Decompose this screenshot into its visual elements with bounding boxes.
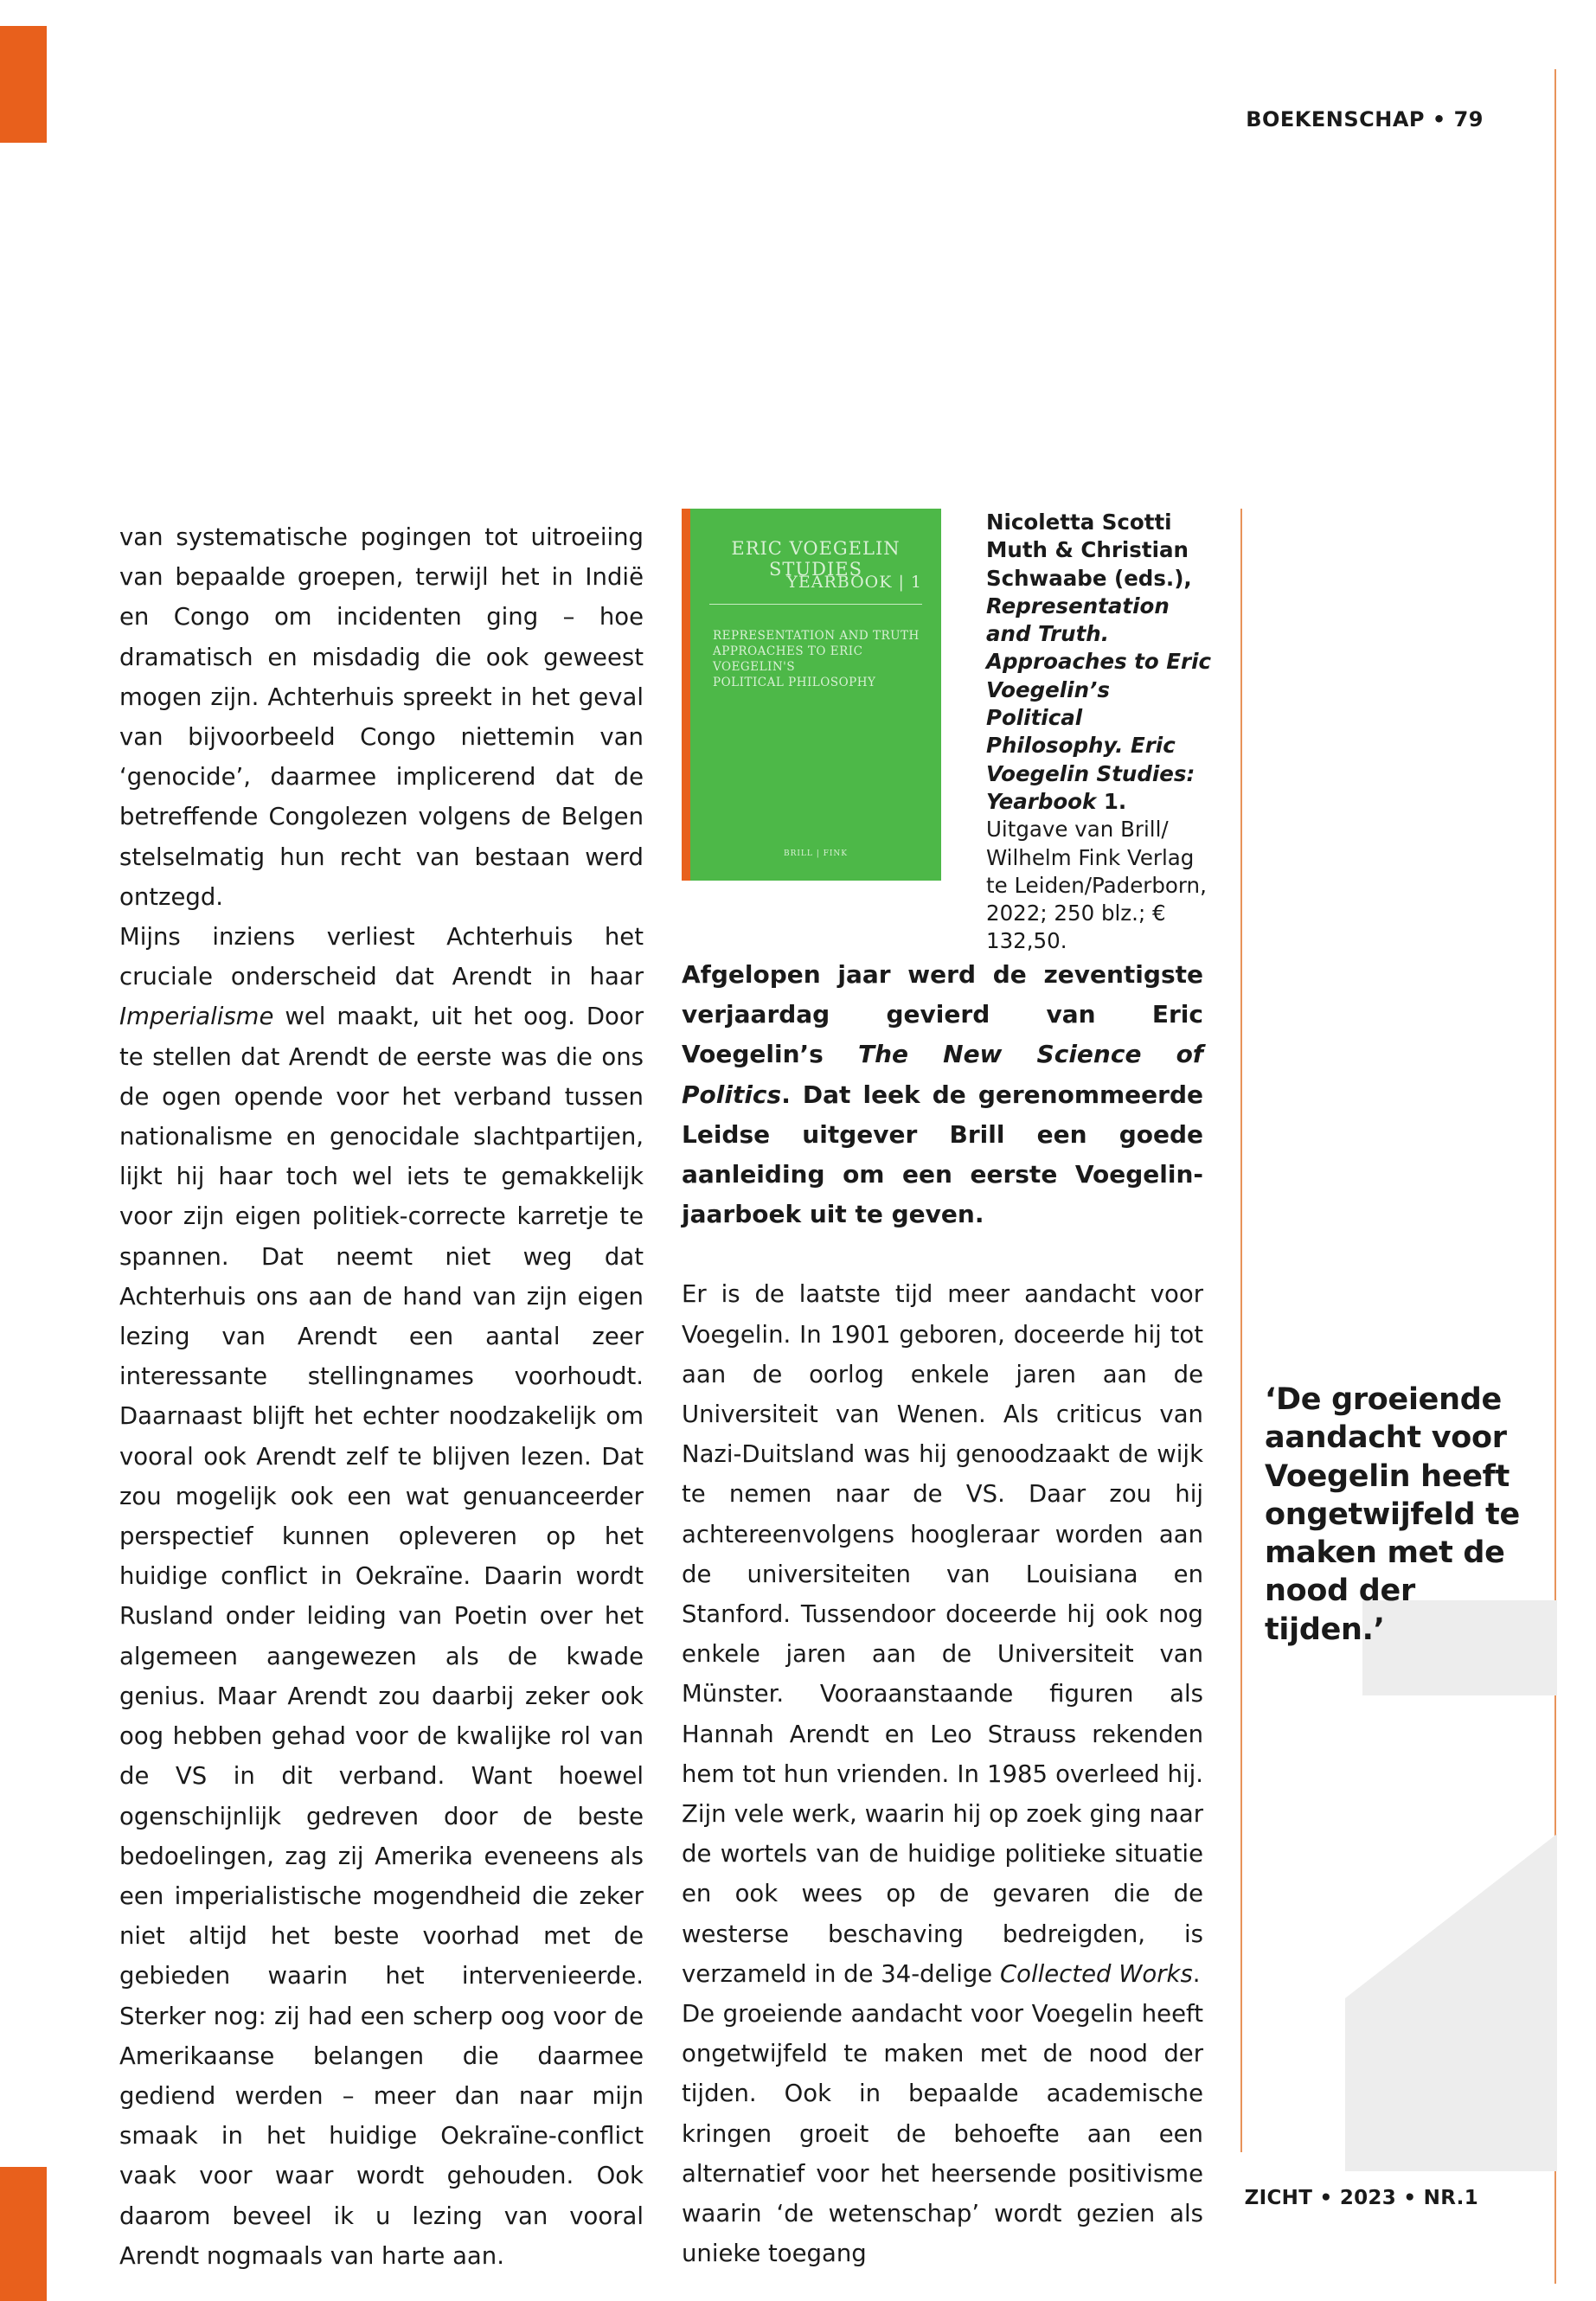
- column-rule: [1240, 509, 1242, 2152]
- section-title: BOEKENSCHAP: [1246, 107, 1426, 131]
- middle-column: [682, 955, 1203, 2274]
- cover-yearbook-label: YEARBOOK | 1: [786, 573, 922, 592]
- book-cover-image: [690, 509, 941, 881]
- left-paragraph-2-text-a: Mijns inziens verliest Achterhuis het cruciale onderscheid dat Arendt in haar: [119, 923, 644, 991]
- middle-paragraph-2: De groeiende aandacht voor Voegelin heeft ongetwijfeld te maken met de nood der tijden. Ook in bepaalde academische kringen groeit de behoefte aan een alternatief voor het heersende positivisme waarin ‘de wetenschap’ wordt gezien als unieke toegang: [682, 2000, 1203, 2268]
- page-header: [1246, 107, 1484, 131]
- book-caption: [986, 509, 1211, 956]
- header-separator: •: [1425, 107, 1454, 131]
- accent-bar-bottom: [0, 2167, 47, 2301]
- left-paragraph-1: van systematische pogingen tot uitroeiing van bepaalde groepen, terwijl het in Indië en Congo om incidenten ging – hoe dramatisch en misdadig die ook geweest mogen zijn. Achterhuis spreekt in het geval van bijvoorbeeld Congo niettemin van ‘genocide’, daarmee implicerend dat de betreffende Congolezen volgens de Belgen stelselmatig hun recht van bestaan werd ontzegd.: [119, 523, 644, 911]
- cover-series-title: ERIC VOEGELIN STUDIES: [731, 538, 901, 580]
- left-paragraph-2-book-title: Imperialisme: [119, 1003, 274, 1031]
- pull-quote: ‘De groeiende aandacht voor Voegelin heeft ongetwijfeld te maken met de nood der tijden.’: [1265, 1382, 1520, 1647]
- cover-book-title: [713, 628, 924, 690]
- lead-text-b: . Dat leek de gerenommeerde Leidse uitgever Brill een goede aanleiding om een eerste Voegelin-jaarboek uit te geven.: [682, 1080, 1203, 1229]
- caption-volume: 1.: [1096, 788, 1127, 814]
- cover-publisher: BRILL | FINK: [783, 849, 849, 858]
- issue-year: 2023: [1339, 2187, 1397, 2209]
- left-column: [119, 517, 644, 2276]
- caption-book-title: Representation and Truth. Approaches to Eric Voegelin’s Political Philosophy. Eric Voegelin Studies: Yearbook: [986, 593, 1211, 814]
- accent-bar-top: [0, 26, 47, 143]
- middle-paragraph-1-text-a: Er is de laatste tijd meer aandacht voor Voegelin. In 1901 geboren, doceerde hij tot aan de oorlog enkele jaren aan de Universiteit van Wenen. Als criticus van Nazi-Duitsland was hij genoodzaakt de wijk te nemen naar de VS. Daar zou hij achtereenvolgens hoogleraar worden aan de universiteiten van Louisiana en Stanford. Tussendoor doceerde hij ook nog enkele jaren aan de Universiteit van Münster. Vooraanstaande figuren als Hannah Arendt en Leo Strauss rekenden hem tot hun vrienden. In 1985 overleed hij. Zijn vele werk, waarin hij op zoek ging naar de wortels van de huidige politieke situatie en ook wees op de gevaren die de westerse beschaving bedreigden, is verzameld in de 34-delige: [682, 1280, 1203, 1988]
- cover-divider: [709, 604, 922, 605]
- paragraph-spacer: [682, 1234, 1203, 1274]
- left-paragraph-2-text-b: wel maakt, uit het oog. Door te stellen dat Arendt de eerste was die ons de ogen opende voor het verband tussen nationalisme en genocidale slachtpartijen, lijkt hij haar toch wel iets te gemakkelijk voor zijn eigen politiek-correcte karretje te spannen. Dat neemt niet weg dat Achterhuis ons aan de hand van zijn eigen lezing van Arendt een aantal zeer interessante stellingnames voorhoudt. Daarnaast blijft het echter noodzakelijk om vooral ook Arendt zelf te blijven lezen. Dat zou mogelijk ook een wat genuanceerder perspectief kunnen opleveren op het huidige conflict in Oekraïne. Daarin wordt Rusland onder leiding van Poetin over het algemeen aangewezen als de kwade genius. Maar Arendt zou daarbij zeker ook oog hebben gehad voor de kwalijke rol van de VS in dit verband. Want hoewel ogenschijnlijk gedreven door de beste bedoelingen, zag zij Amerika eveneens als een imperialistische mogendheid die zeker niet altijd het beste voorhad met de gebieden waarin het intervenieerde. Sterker nog: zij had een scherp oog voor de Amerikaanse belangen die daarmee gediend werden – meer dan naar mijn smaak in het huidige Oekraïne-conflict vaak voor waar wordt gehouden. Ook daarom beveel ik u lezing van vooral Arendt nogmaals van harte aan.: [119, 1003, 644, 2270]
- caption-details: Uitgave van Brill/ Wilhelm Fink Verlag te Leiden/Paderborn, 2022; 250 blz.; € 132,50.: [986, 817, 1207, 954]
- lead-book-title: The New Science of Politics: [682, 1040, 1203, 1109]
- cover-title-line-1: REPRESENTATION AND TRUTH: [713, 629, 920, 643]
- lead-paragraph: [682, 955, 1203, 1234]
- decorative-background-shape: [1345, 1600, 1557, 2171]
- cover-title-line-2: APPROACHES TO ERIC VOEGELIN'S: [713, 644, 863, 674]
- footer-separator-1: •: [1312, 2187, 1340, 2209]
- cover-title-line-3: POLITICAL PHILOSOPHY: [713, 676, 876, 689]
- page-number: 79: [1453, 107, 1484, 131]
- issue-number: NR.1: [1423, 2187, 1478, 2209]
- page-footer: [1245, 2187, 1478, 2209]
- footer-separator-2: •: [1396, 2187, 1424, 2209]
- collected-works-title: Collected Works: [999, 1959, 1193, 1988]
- caption-authors: Nicoletta Scotti Muth & Christian Schwaabe (eds.),: [986, 510, 1192, 591]
- middle-paragraph-1: [682, 1274, 1203, 1994]
- left-paragraph-2: [119, 917, 644, 2276]
- lead-text-a: Afgelopen jaar werd de zeventigste verjaardag gevierd van Eric Voegelin’s: [682, 960, 1203, 1069]
- middle-paragraph-1-text-b: .: [1192, 1959, 1201, 1988]
- magazine-name: ZICHT: [1244, 2187, 1313, 2209]
